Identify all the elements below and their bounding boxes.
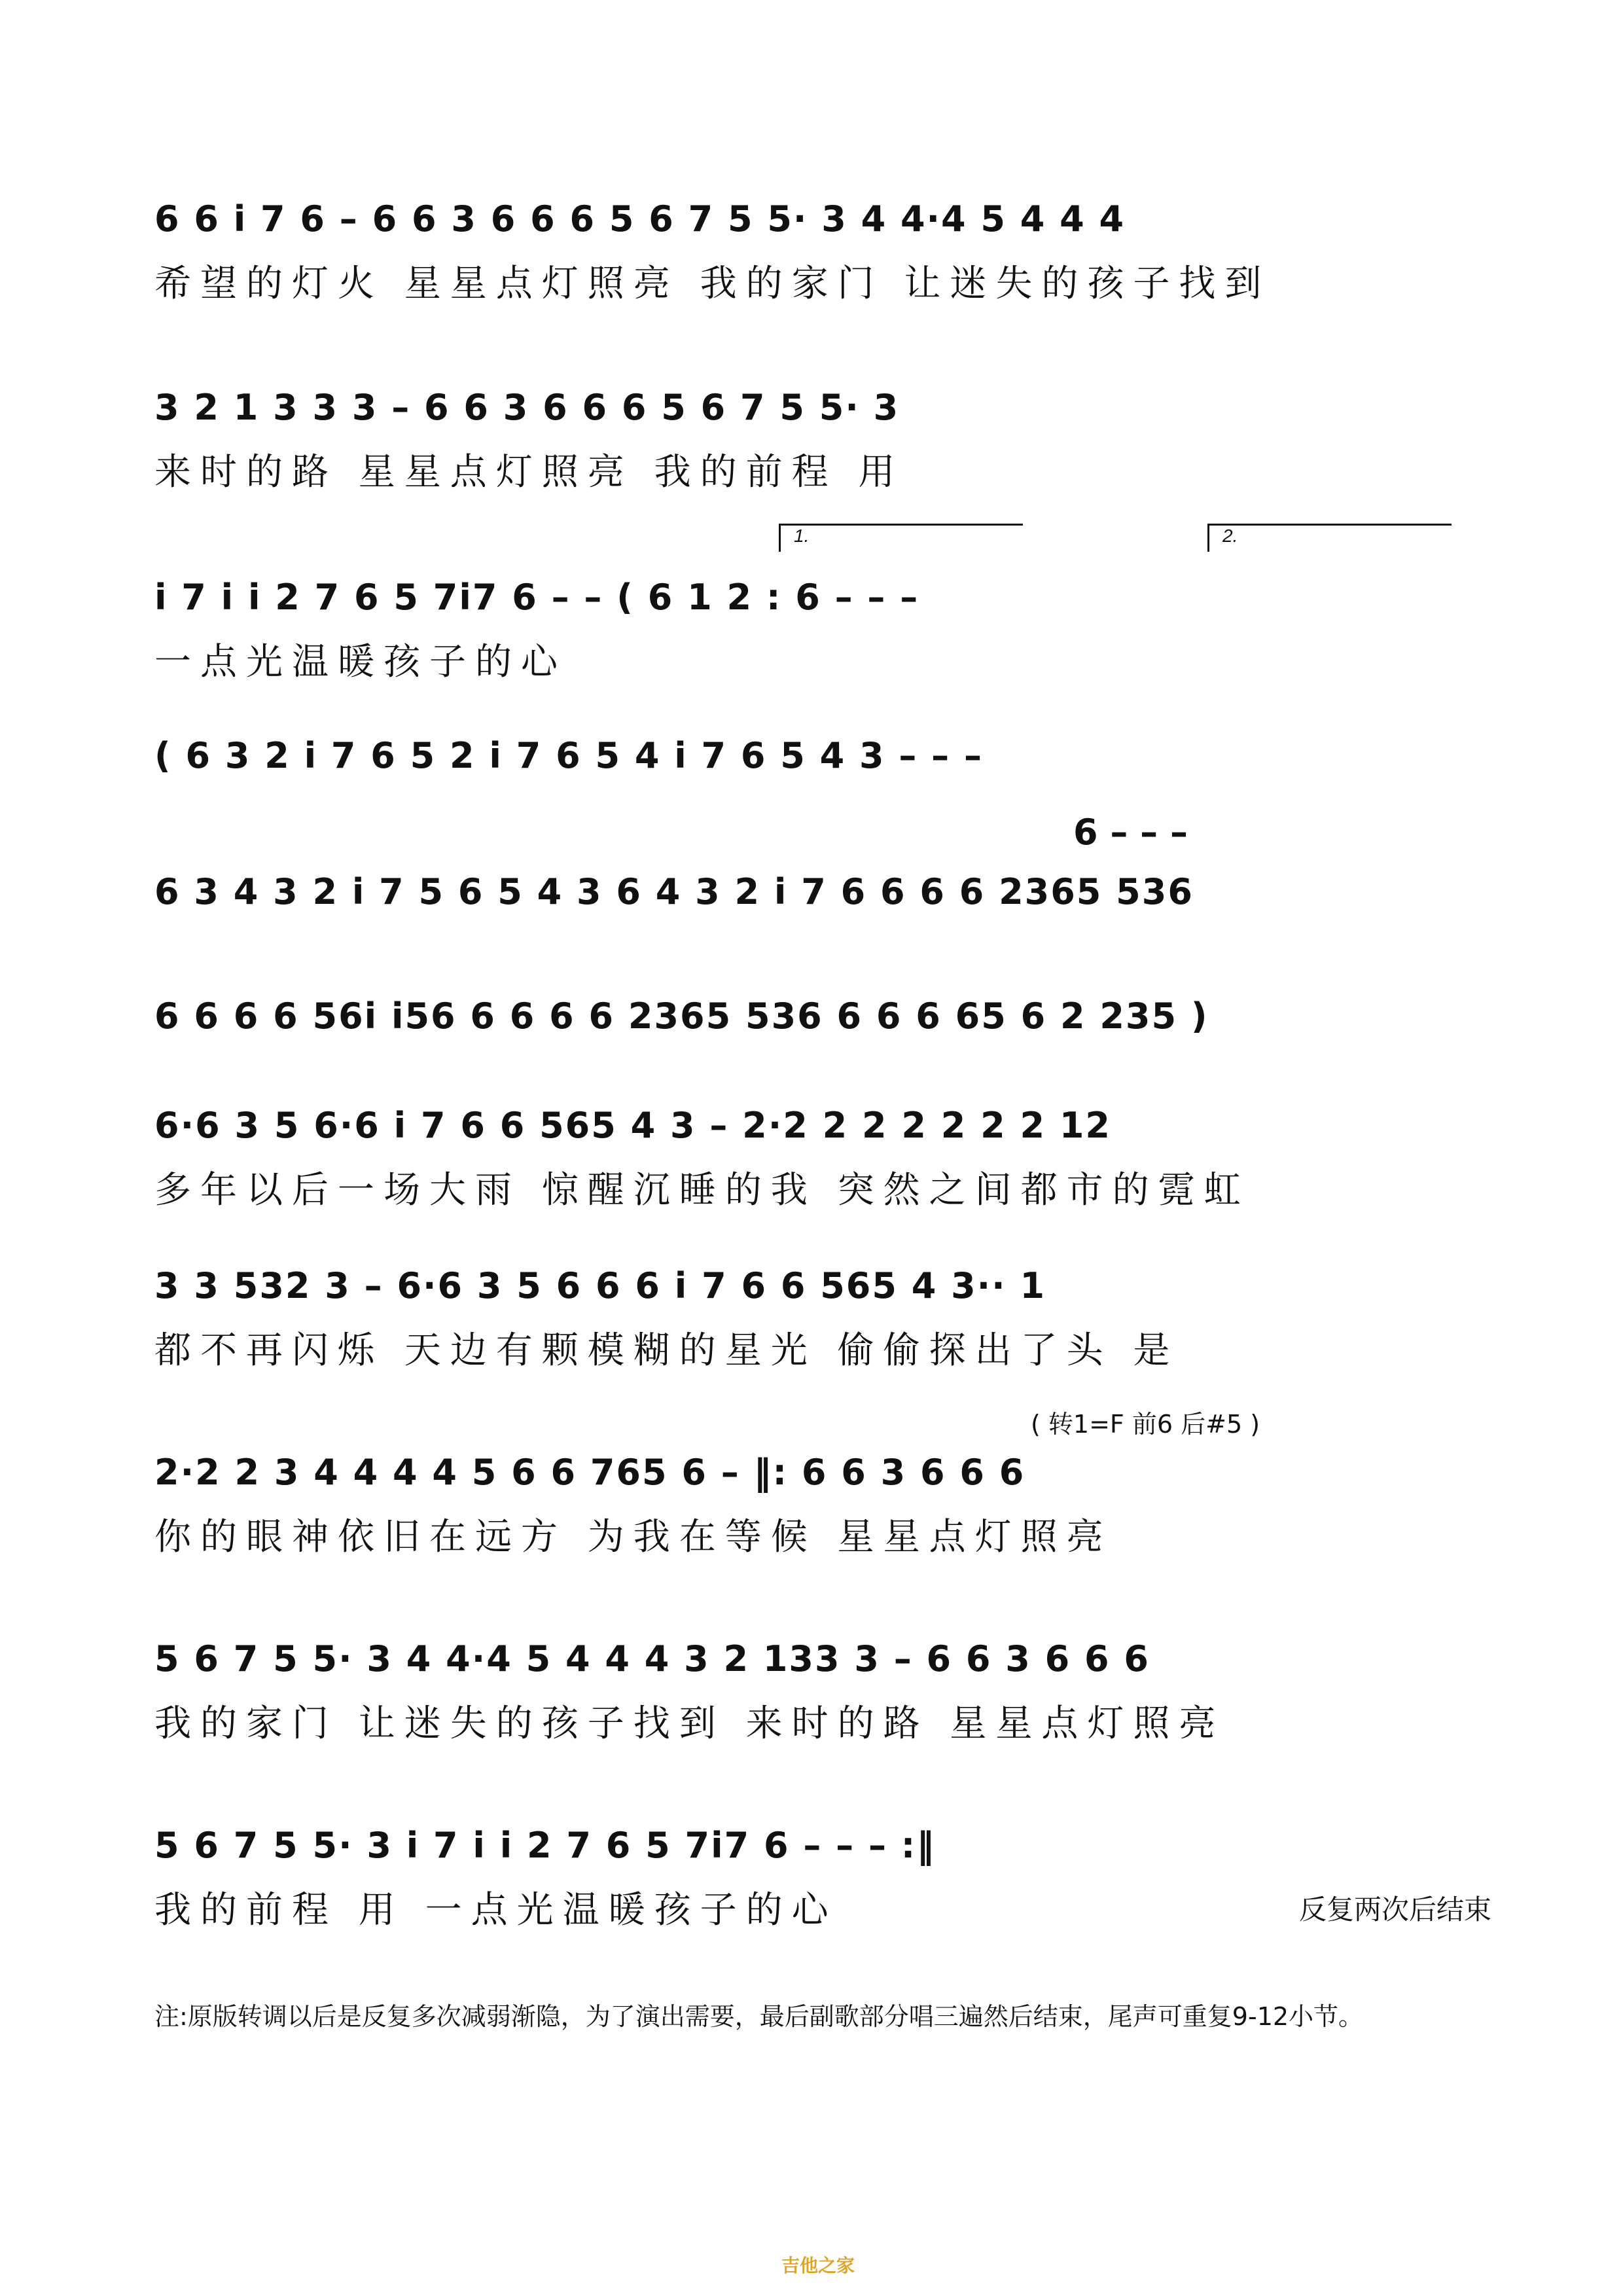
lyrics: 希望的灯火 星星点灯照亮 我的家门 让迷失的孩子找到 [154,262,1271,305]
notation: 6 6 i 7 6 – 6 6 3 6 6 6 5 6 7 5 5· 3 4 4·4 5 4 4 4 [154,198,1126,240]
notation: 3 3 532 3 – 6·6 3 5 6 6 6 i 7 6 6 565 4 3·· 1 [154,1265,1046,1306]
volta-1: 1. [779,524,1023,552]
notation: ( 6 3 2 i 7 6 5 2 i 7 6 5 4 i 7 6 5 4 3 – – – [154,735,983,776]
upper-part: 6 – – – [1073,812,1188,853]
key-change-note: ( 转1=F 前6 后#5 ) [1031,1410,1260,1439]
end-instruction: 反复两次后结束 [1299,1893,1492,1926]
lyrics: 一点光温暖孩子的心 [154,641,567,683]
notation: 3 2 1 3 3 3 – 6 6 3 6 6 6 5 6 7 5 5· 3 [154,387,900,428]
notation: 2·2 2 3 4 4 4 4 5 6 6 765 6 – ‖: 6 6 3 6 6 6 [154,1452,1026,1493]
watermark-logo: 吉他之家 [781,2255,855,2276]
lyrics: 我的前程 用 一点光温暖孩子的心 [154,1889,838,1931]
lyrics: 来时的路 星星点灯照亮 我的前程 用 [154,451,904,493]
lyrics: 我的家门 让迷失的孩子找到 来时的路 星星点灯照亮 [154,1702,1225,1745]
notation: 6 6 6 6 56i i56 6 6 6 6 2365 536 6 6 6 65 6 2 235 ) [154,996,1209,1037]
notation: 5 6 7 5 5· 3 4 4·4 5 4 4 4 3 2 133 3 – 6 6 3 6 6 6 [154,1638,1150,1679]
notation: 6 3 4 3 2 i 7 5 6 5 4 3 6 4 3 2 i 7 6 6 6 6 2365 536 [154,871,1194,912]
footnote: 注:原版转调以后是反复多次减弱渐隐，为了演出需要，最后副歌部分唱三遍然后结束，尾声可重复9-12小节。 [154,2002,1364,2031]
notation: 6·6 3 5 6·6 i 7 6 6 565 4 3 – 2·2 2 2 2 2 2 2 12 [154,1105,1112,1146]
notation: i 7 i i 2 7 6 5 7i7 6 – – ( 6 1 2 : 6 – – – [154,577,919,618]
lyrics: 你的眼神依旧在远方 为我在等候 星星点灯照亮 [154,1516,1113,1558]
lyrics: 都不再闪烁 天边有颗模糊的星光 偷偷探出了头 是 [154,1329,1179,1372]
volta-2: 2. [1207,524,1452,552]
lyrics: 多年以后一场大雨 惊醒沉睡的我 突然之间都市的霓虹 [154,1169,1250,1211]
notation: 5 6 7 5 5· 3 i 7 i i 2 7 6 5 7i7 6 – – – :‖ [154,1825,936,1866]
